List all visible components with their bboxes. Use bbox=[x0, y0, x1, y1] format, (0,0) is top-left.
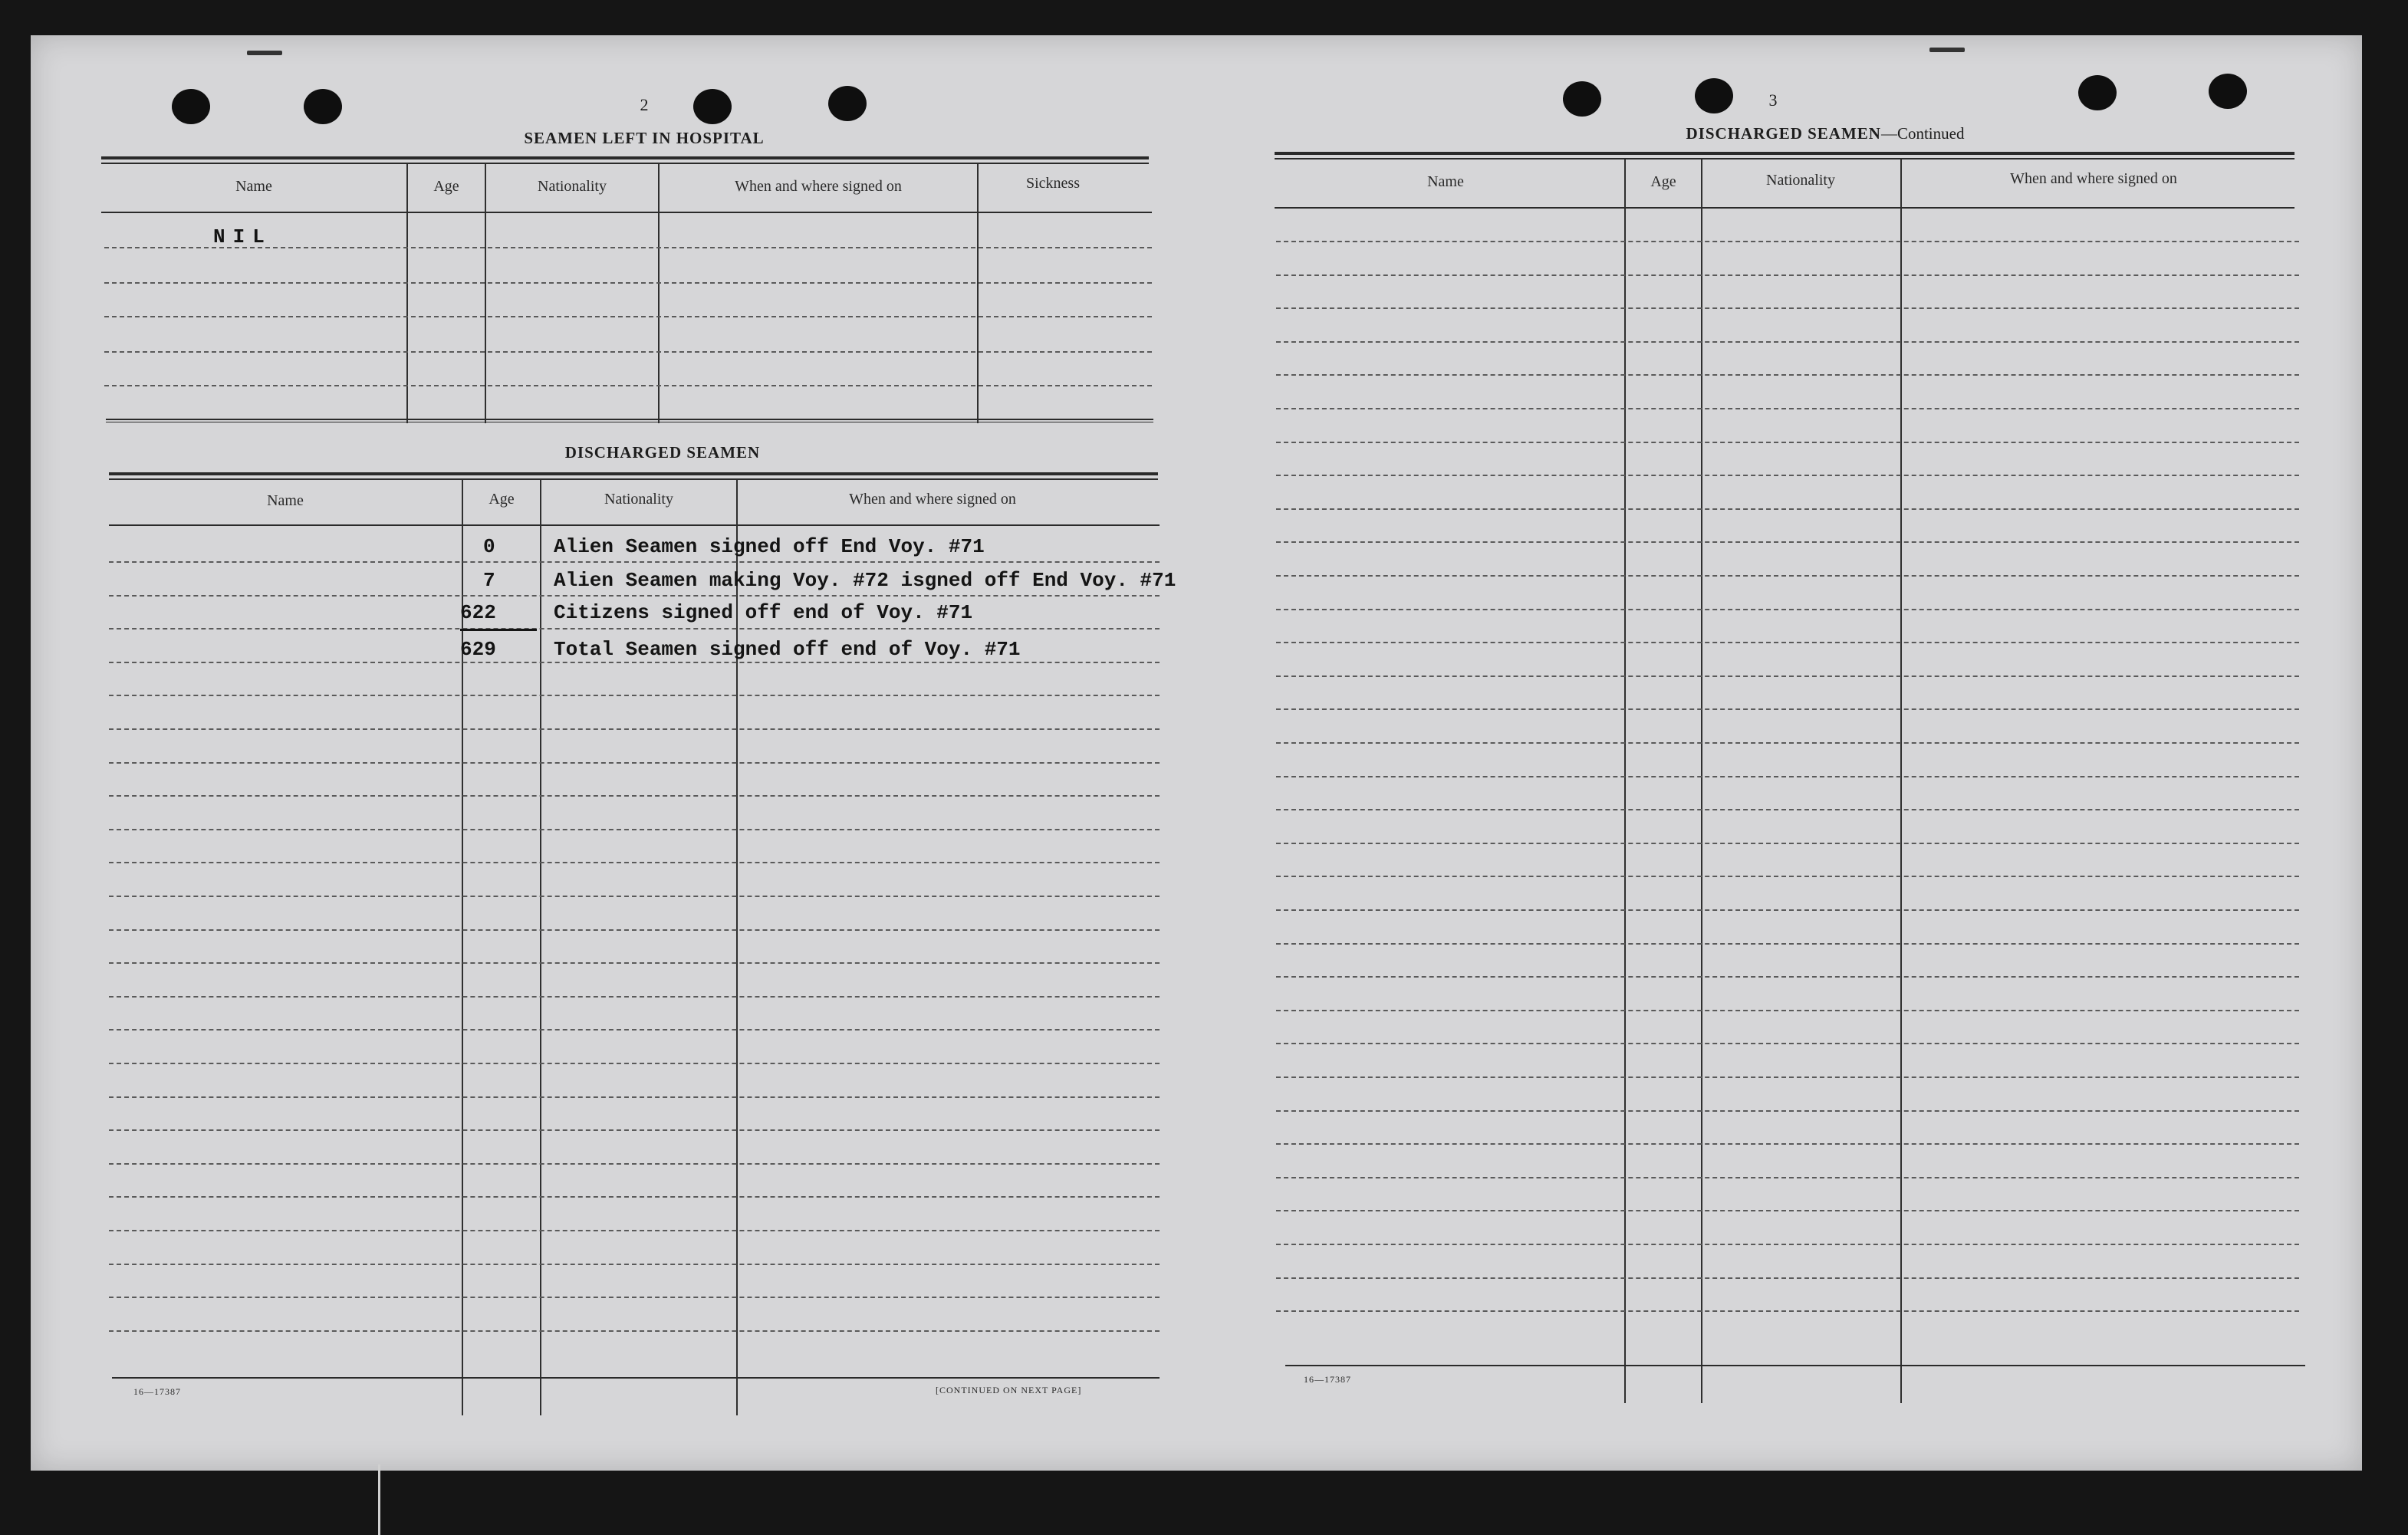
punch-hole bbox=[304, 89, 342, 124]
row-line bbox=[1276, 307, 2299, 309]
discharged-age-0: 0 bbox=[483, 535, 495, 558]
right-page-number: 3 bbox=[1768, 90, 1778, 110]
row-line bbox=[109, 929, 1160, 931]
row-line bbox=[1276, 1277, 2299, 1279]
scan-crease bbox=[378, 1464, 380, 1535]
discharged-age-3: 629 bbox=[460, 638, 496, 661]
row-line bbox=[1276, 374, 2299, 376]
hospital-top-rule bbox=[101, 156, 1149, 159]
right-header-rule bbox=[1275, 207, 2295, 209]
hospital-row-line bbox=[104, 385, 1152, 386]
row-line bbox=[1276, 642, 2299, 643]
row-line bbox=[1276, 241, 2299, 242]
row-line bbox=[1276, 341, 2299, 343]
right-col-signed-on: When and where signed on bbox=[2010, 170, 2177, 187]
hospital-header-rule bbox=[101, 212, 1152, 213]
row-line bbox=[1276, 1210, 2299, 1211]
row-line bbox=[109, 1096, 1160, 1098]
row-line bbox=[1276, 1043, 2299, 1044]
right-top-rule bbox=[1275, 158, 2295, 159]
hospital-section-title: SEAMEN LEFT IN HOSPITAL bbox=[524, 129, 765, 147]
hospital-col-age: Age bbox=[433, 178, 459, 195]
row-line bbox=[109, 1029, 1160, 1030]
row-line bbox=[1276, 776, 2299, 777]
row-line bbox=[109, 1063, 1160, 1064]
discharged-col-age: Age bbox=[489, 491, 515, 508]
row-line bbox=[1276, 1076, 2299, 1078]
right-top-rule bbox=[1275, 152, 2295, 155]
right-bottom-rule bbox=[1285, 1365, 2305, 1366]
row-line bbox=[109, 695, 1160, 696]
row-line bbox=[1276, 675, 2299, 677]
discharged-header-rule bbox=[109, 524, 1160, 526]
discharged-text-2: Citizens signed off end of Voy. #71 bbox=[554, 601, 973, 624]
row-line bbox=[109, 662, 1160, 663]
row-line bbox=[1276, 575, 2299, 577]
row-line bbox=[1276, 909, 2299, 911]
row-line bbox=[109, 762, 1160, 764]
top-mark bbox=[1929, 48, 1965, 52]
hospital-row-line bbox=[104, 316, 1152, 317]
right-form-number: 16—17387 bbox=[1304, 1374, 1351, 1385]
discharged-col-name: Name bbox=[267, 492, 304, 509]
discharged-text-3: Total Seamen signed off end of Voy. #71 bbox=[554, 638, 1021, 661]
row-line bbox=[1276, 274, 2299, 276]
row-line bbox=[1276, 809, 2299, 810]
discharged-bottom-rule bbox=[112, 1377, 1160, 1379]
discharged-age-1: 7 bbox=[483, 569, 495, 592]
row-line bbox=[109, 595, 1160, 597]
hospital-top-rule bbox=[101, 163, 1149, 164]
row-line bbox=[1276, 408, 2299, 409]
row-line bbox=[1276, 1143, 2299, 1145]
right-col-divider bbox=[1701, 159, 1702, 1403]
hospital-col-name: Name bbox=[235, 178, 272, 195]
discharged-col-divider bbox=[540, 480, 541, 1415]
discharged-age-2: 622 bbox=[460, 601, 496, 624]
right-col-age: Age bbox=[1650, 173, 1676, 190]
row-line bbox=[109, 728, 1160, 730]
row-line bbox=[109, 896, 1160, 897]
row-line bbox=[1276, 475, 2299, 476]
row-line bbox=[1276, 742, 2299, 744]
row-line bbox=[1276, 442, 2299, 443]
row-line bbox=[109, 1230, 1160, 1231]
row-line bbox=[109, 628, 1160, 629]
left-page-number: 2 bbox=[640, 95, 649, 114]
punch-hole bbox=[828, 86, 867, 121]
right-col-divider bbox=[1624, 159, 1626, 1403]
right-title-main: DISCHARGED SEAMEN bbox=[1686, 124, 1881, 143]
row-line bbox=[1276, 976, 2299, 978]
punch-hole bbox=[2078, 75, 2117, 110]
discharged-col-nationality: Nationality bbox=[604, 491, 673, 508]
right-col-nationality: Nationality bbox=[1766, 172, 1835, 189]
hospital-col-sickness: Sickness bbox=[1026, 175, 1080, 192]
row-line bbox=[1276, 1310, 2299, 1312]
discharged-col-signed-on: When and where signed on bbox=[849, 491, 1016, 508]
row-line bbox=[109, 829, 1160, 830]
punch-hole bbox=[1563, 81, 1601, 117]
row-line bbox=[109, 561, 1160, 563]
row-line bbox=[1276, 609, 2299, 610]
right-col-divider bbox=[1900, 159, 1902, 1403]
hospital-col-nationality: Nationality bbox=[538, 178, 607, 195]
row-line bbox=[1276, 508, 2299, 510]
hospital-row-line bbox=[104, 351, 1152, 353]
row-line bbox=[1276, 541, 2299, 543]
punch-hole bbox=[2209, 74, 2247, 109]
row-line bbox=[109, 1264, 1160, 1265]
row-line bbox=[109, 862, 1160, 863]
discharged-top-rule bbox=[109, 478, 1158, 480]
row-line bbox=[109, 962, 1160, 964]
row-line bbox=[1276, 876, 2299, 877]
left-form-number: 16—17387 bbox=[133, 1386, 181, 1397]
row-line bbox=[109, 996, 1160, 998]
row-line bbox=[1276, 708, 2299, 710]
discharged-text-0: Alien Seamen signed off End Voy. #71 bbox=[554, 535, 985, 558]
row-line bbox=[1276, 1110, 2299, 1112]
row-line bbox=[109, 1297, 1160, 1298]
row-line bbox=[1276, 1244, 2299, 1245]
discharged-section-title: DISCHARGED SEAMEN bbox=[564, 443, 761, 462]
hospital-bottom-rule bbox=[106, 419, 1153, 420]
row-line bbox=[1276, 1177, 2299, 1178]
discharged-top-rule bbox=[109, 472, 1158, 475]
right-title-suffix: —Continued bbox=[1880, 124, 1965, 143]
row-line bbox=[1276, 1010, 2299, 1011]
row-line bbox=[109, 1163, 1160, 1165]
hospital-nil-entry: NIL bbox=[213, 225, 272, 248]
row-line bbox=[109, 795, 1160, 797]
document-sheet bbox=[31, 35, 2362, 1471]
continued-note: [CONTINUED ON NEXT PAGE] bbox=[936, 1385, 1082, 1395]
row-line bbox=[1276, 843, 2299, 844]
hospital-row-line bbox=[104, 282, 1152, 284]
discharged-text-1: Alien Seamen making Voy. #72 isgned off End Voy. #71 bbox=[554, 569, 1176, 592]
top-mark bbox=[247, 51, 282, 55]
right-col-name: Name bbox=[1427, 173, 1464, 190]
row-line bbox=[109, 1129, 1160, 1131]
right-section-title bbox=[1518, 124, 2132, 143]
hospital-col-signed-on: When and where signed on bbox=[735, 178, 902, 195]
sum-underline bbox=[460, 629, 537, 631]
row-line bbox=[1276, 943, 2299, 945]
punch-hole bbox=[172, 89, 210, 124]
row-line bbox=[109, 1196, 1160, 1198]
row-line bbox=[109, 1330, 1160, 1332]
